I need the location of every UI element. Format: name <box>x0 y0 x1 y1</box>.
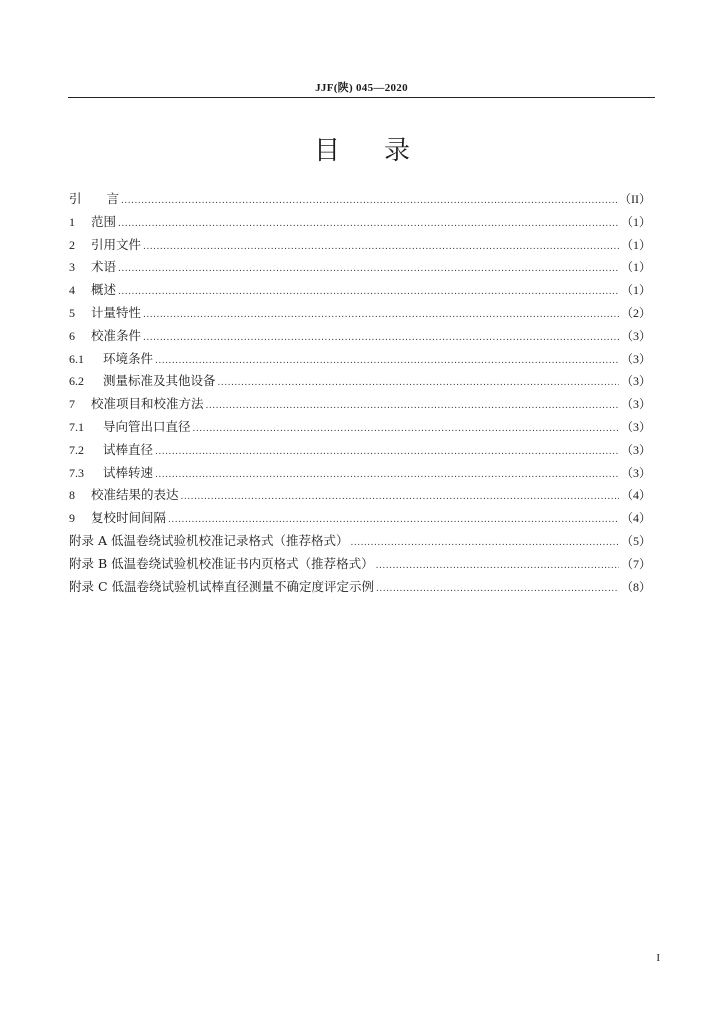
toc-leader-dots <box>350 532 619 555</box>
toc-entry-label: 测量标准及其他设备 <box>103 373 216 389</box>
toc-entry-label: 试棒转速 <box>103 464 154 480</box>
toc-entry[interactable] <box>69 348 651 371</box>
header-rule <box>68 97 655 98</box>
toc-entry-page: （4） <box>620 488 651 503</box>
toc-entry[interactable] <box>69 576 651 599</box>
toc-entry-page: （5） <box>620 533 651 548</box>
toc-entry-number: 6.1 <box>69 351 84 366</box>
toc-entry[interactable] <box>69 234 651 257</box>
toc-entry-number: 9 <box>69 511 75 526</box>
toc-entry-number: 1 <box>69 214 75 229</box>
toc-entry[interactable] <box>69 393 651 416</box>
toc-entry-page: （4） <box>620 511 651 526</box>
toc-leader-dots <box>155 441 619 464</box>
toc-entry-page: （3） <box>620 419 651 434</box>
toc-leader-dots <box>218 372 619 395</box>
toc-entry-label: 附录 A 低温卷绕试验机校准记录格式（推荐格式） <box>69 532 349 548</box>
toc-entry[interactable] <box>69 302 651 325</box>
toc-leader-dots <box>376 555 619 578</box>
toc-entry[interactable] <box>69 188 651 211</box>
toc-entry-page: （2） <box>620 305 651 320</box>
toc-leader-dots <box>155 350 619 373</box>
toc-entry-label: 环境条件 <box>103 350 154 366</box>
toc-entry-label: 附录 C 低温卷绕试验机试棒直径测量不确定度评定示例 <box>69 578 375 594</box>
toc-entry[interactable] <box>69 484 651 507</box>
toc-leader-dots <box>118 258 619 281</box>
toc-entry[interactable] <box>69 279 651 302</box>
toc-entry-page: （8） <box>620 579 651 594</box>
toc-entry-label: 引用文件 <box>91 236 142 252</box>
toc-entry-page: （3） <box>620 328 651 343</box>
toc-entry-number: 7.2 <box>69 442 84 457</box>
toc-leader-dots <box>206 395 619 418</box>
toc-entry[interactable] <box>69 553 651 576</box>
toc-entry-label: 校准条件 <box>91 327 142 343</box>
toc-entry-page: （1） <box>620 260 651 275</box>
toc-entry[interactable] <box>69 462 651 485</box>
toc-entry-label: 校准结果的表达 <box>91 487 179 503</box>
toc-entry-label: 计量特性 <box>91 304 142 320</box>
toc-entry[interactable] <box>69 439 651 462</box>
toc-entry-number: 7.1 <box>69 419 84 434</box>
toc-entry[interactable] <box>69 507 651 530</box>
toc-entry-label: 校准项目和校准方法 <box>91 396 204 412</box>
toc-entry-label: 术语 <box>91 259 117 275</box>
toc-entry-label: 导向管出口直径 <box>103 418 191 434</box>
toc-entry-label: 范围 <box>91 213 117 229</box>
toc-entry-page: （1） <box>620 237 651 252</box>
toc-entry-page: （1） <box>620 283 651 298</box>
toc-entry-number: 7.3 <box>69 465 84 480</box>
toc-leader-dots <box>143 327 619 350</box>
toc-leader-dots <box>155 464 619 487</box>
toc-entry-label: 引 言 <box>69 191 120 206</box>
toc-leader-dots <box>181 486 619 509</box>
document-code-header: JJF(陕) 045—2020 <box>315 82 408 94</box>
toc-entry[interactable] <box>69 370 651 393</box>
toc-entry-page: （3） <box>620 465 651 480</box>
toc-leader-dots <box>121 190 617 213</box>
toc-entry-page: （II） <box>619 192 651 206</box>
toc-entry-page: （1） <box>620 214 651 229</box>
toc-entry[interactable] <box>69 211 651 234</box>
toc-title: 目录 <box>313 136 454 166</box>
toc-entry-page: （3） <box>620 374 651 389</box>
toc-list <box>69 188 651 598</box>
toc-entry-label: 试棒直径 <box>103 441 154 457</box>
toc-entry-number: 8 <box>69 488 75 503</box>
toc-entry-number: 4 <box>69 283 75 298</box>
toc-entry-page: （3） <box>620 442 651 457</box>
toc-entry-page: （7） <box>620 556 651 571</box>
toc-leader-dots <box>143 236 619 259</box>
toc-leader-dots <box>193 418 619 441</box>
toc-entry-number: 7 <box>69 397 75 412</box>
toc-leader-dots <box>143 304 619 327</box>
toc-entry-number: 6.2 <box>69 374 84 389</box>
toc-entry[interactable] <box>69 530 651 553</box>
toc-leader-dots <box>118 213 619 236</box>
toc-leader-dots <box>168 509 619 532</box>
toc-entry[interactable] <box>69 256 651 279</box>
toc-entry-number: 2 <box>69 237 75 252</box>
toc-entry-label: 附录 B 低温卷绕试验机校准证书内页格式（推荐格式） <box>69 555 374 571</box>
page-number: I <box>656 952 660 964</box>
toc-entry-label: 复校时间间隔 <box>91 510 167 526</box>
toc-leader-dots <box>118 281 619 304</box>
toc-entry-number: 5 <box>69 305 75 320</box>
toc-entry-page: （3） <box>620 351 651 366</box>
toc-entry-page: （3） <box>620 397 651 412</box>
toc-entry-number: 6 <box>69 328 75 343</box>
toc-entry[interactable] <box>69 416 651 439</box>
toc-entry-label: 概述 <box>91 282 117 298</box>
toc-entry[interactable] <box>69 325 651 348</box>
toc-leader-dots <box>376 578 619 601</box>
toc-entry-number: 3 <box>69 260 75 275</box>
